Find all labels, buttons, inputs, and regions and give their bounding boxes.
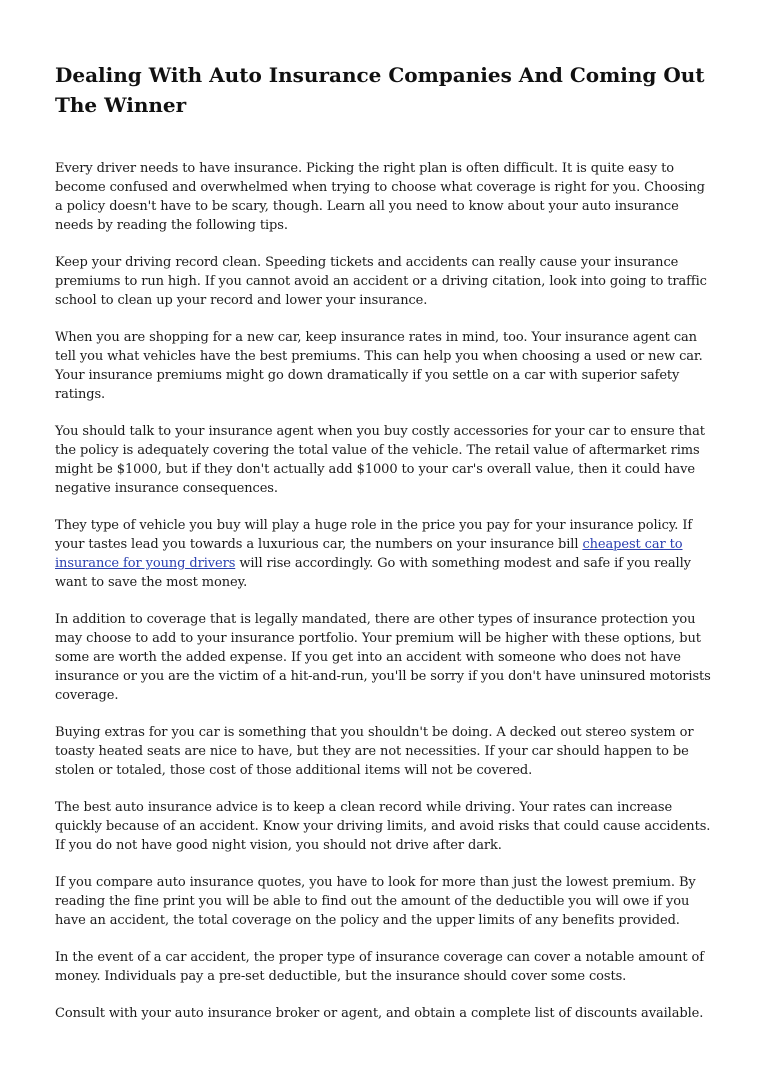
paragraph-new-car: When you are shopping for a new car, keep insurance rates in mind, too. Your insurance agent can tell you what vehicles have the best premiums. This can help you when choosing a used or new car. Your insurance premiums might go down dramatically if you settle on a car with superior safety ratings. — [55, 330, 703, 402]
paragraph-vehicle-type-after: will rise accordingly. Go with something modest and safe if you really want to save the most money. — [55, 556, 691, 590]
document-page — [55, 60, 713, 1041]
paragraph-car-accident: In the event of a car accident, the proper type of insurance coverage can cover a notable amount of money. Individuals pay a pre-set deductible, but the insurance should cover some costs. — [55, 950, 704, 984]
paragraph-vehicle-type — [55, 516, 713, 592]
paragraph-discounts: Consult with your auto insurance broker or agent, and obtain a complete list of discounts available. — [55, 1006, 704, 1021]
cheapest-car-insurance-link[interactable]: cheapest car to insurance for young drivers — [55, 537, 683, 571]
document-title: Dealing With Auto Insurance Companies And Coming Out The Winner — [55, 63, 705, 117]
paragraph-accessories: You should talk to your insurance agent when you buy costly accessories for your car to ensure that the policy is adequately covering the total value of the vehicle. The retail value of aftermarket rims might be $1000, but if they don't actually add $1000 to your car's overall value, then it could have negative insurance consequences. — [55, 424, 705, 496]
paragraph-intro: Every driver needs to have insurance. Picking the right plan is often difficult. It is quite easy to become confused and overwhelmed when trying to choose what coverage is right for you. Choosing a policy doesn't have to be scary, though. Learn all you need to know about your auto insurance needs by reading the following tips. — [55, 161, 705, 233]
paragraph-vehicle-type-before: They type of vehicle you buy will play a huge role in the price you pay for your insurance policy. If your tastes lead you towards a luxurious car, the numbers on your insurance bill — [55, 518, 693, 552]
paragraph-coverage-options: In addition to coverage that is legally mandated, there are other types of insurance protection you may choose to add to your insurance portfolio. Your premium will be higher with these options, but some are worth the added expense. If you get into an accident with someone who does not have insurance or you are the victim of a hit-and-run, you'll be sorry if you don't have uninsured motorists coverage. — [55, 612, 711, 703]
paragraph-extras: Buying extras for you car is something that you shouldn't be doing. A decked out stereo system or toasty heated seats are nice to have, but they are not necessities. If your car should happen to be stolen or totaled, those cost of those additional items will not be covered. — [55, 725, 694, 778]
paragraph-driving-record: Keep your driving record clean. Speeding tickets and accidents can really cause your insurance premiums to run high. If you cannot avoid an accident or a driving citation, look into going to traffic school to clean up your record and lower your insurance. — [55, 255, 707, 308]
paragraph-compare-quotes: If you compare auto insurance quotes, you have to look for more than just the lowest premium. By reading the fine print you will be able to find out the amount of the deductible you will owe if you have an accident, the total coverage on the policy and the upper limits of any benefits provided. — [55, 875, 696, 928]
paragraph-clean-record: The best auto insurance advice is to keep a clean record while driving. Your rates can increase quickly because of an accident. Know your driving limits, and avoid risks that could cause accidents. If you do not have good night vision, you should not drive after dark. — [55, 800, 711, 853]
